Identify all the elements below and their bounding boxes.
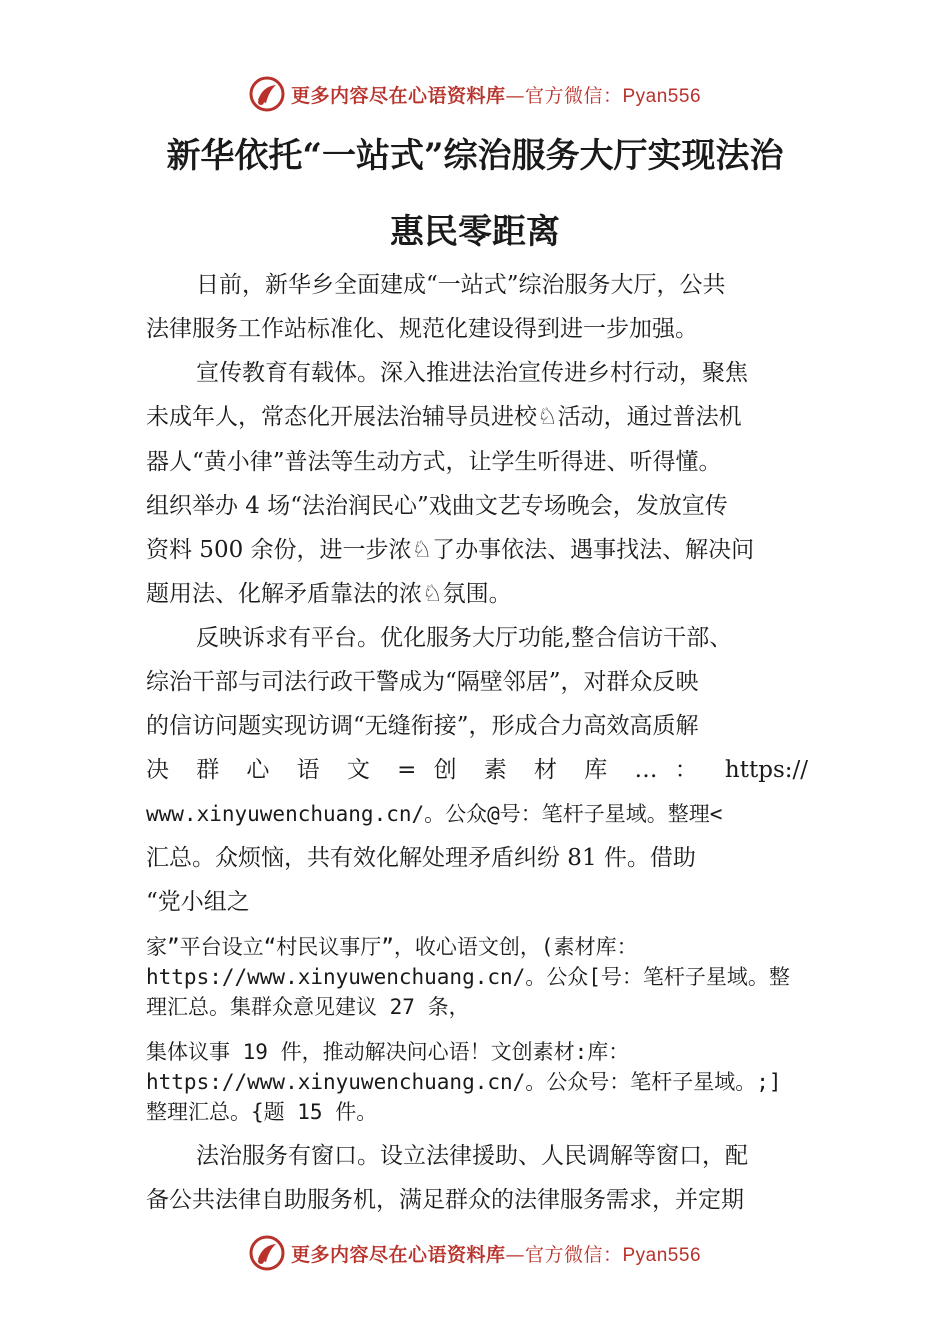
text-line: 题用法、化解矛盾靠法的浓♘氛围。 [146, 581, 512, 607]
text-line: 汇总。众烦恼，共有效化解处理矛盾纠纷 81 件。借助 [146, 845, 696, 871]
logo-icon [249, 76, 285, 112]
text-line: “党小组之 [146, 889, 250, 915]
banner-official: 官方微信： [524, 1243, 623, 1266]
banner-text [291, 81, 701, 108]
banner-brand: 更多内容尽在心语资料库 [290, 84, 506, 107]
text-line: 集体议事 19 件，推动解决问心语！文创素材:库： [146, 1040, 630, 1064]
text-line: 宣传教育有载体。深入推进法治宣传进乡村行动，聚焦 [196, 360, 748, 386]
text-line: 整理汇总。{题 15 件。 [146, 1100, 378, 1124]
banner-sep: — [505, 84, 525, 107]
banner-official: 官方微信： [524, 84, 623, 107]
text-line: 反映诉求有平台。优化服务大厅功能,整合信访干部、 [196, 625, 733, 651]
text-line: https://www.xinyuwenchuang.cn/。公众[号：笔杆子星域。整 [146, 965, 790, 989]
text-line: 法治服务有窗口。设立法律援助、人民调解等窗口，配 [196, 1143, 748, 1169]
text-line: 决 群 心 语 文 = 创 素 材 库 … ： https:// [146, 757, 808, 783]
text-line: 未成年人，常态化开展法治辅导员进校♘活动，通过普法机 [146, 404, 742, 430]
text-line: 综治干部与司法行政干警成为“隔壁邻居”，对群众反映 [146, 669, 699, 695]
text-line: 日前，新华乡全面建成“一站式”综治服务大厅，公共 [196, 272, 726, 298]
text-line: 的信访问题实现访调“无缝衔接”，形成合力高效高质解 [146, 713, 699, 739]
banner-text [291, 1240, 701, 1267]
footer-banner [0, 1233, 950, 1273]
banner-wechat: Pyan556 [622, 85, 702, 107]
text-line: 备公共法律自助服务机，满足群众的法律服务需求，并定期 [146, 1187, 744, 1213]
text-line: 资料 500 余份，进一步浓♘了办事依法、遇事找法、解决问 [146, 537, 755, 563]
header-banner [0, 74, 950, 114]
text-line: 家”平台设立“村民议事厅”，收心语文创，(素材库： [146, 935, 638, 959]
text-line: 法律服务工作站标准化、规范化建设得到进一步加强。 [146, 316, 698, 342]
title-line-1: 新华依托“一站式”综治服务大厅实现法治 [166, 136, 784, 176]
text-line: 组织举办 4 场“法治润民心”戏曲文艺专场晚会，发放宣传 [146, 493, 728, 519]
text-line: https://www.xinyuwenchuang.cn/。公众号：笔杆子星域。;] [146, 1070, 782, 1094]
banner-brand: 更多内容尽在心语资料库 [290, 1243, 506, 1266]
text-line: 器人“黄小律”普法等生动方式，让学生听得进、听得懂。 [146, 449, 722, 475]
banner-wechat: Pyan556 [622, 1244, 702, 1266]
logo-icon [249, 1235, 285, 1271]
text-line: 理汇总。集群众意见建议 27 条， [146, 995, 470, 1019]
title-line-2: 惠民零距离 [390, 212, 560, 252]
banner-sep: — [505, 1243, 525, 1266]
text-line: www.xinyuwenchuang.cn/。公众@号：笔杆子星域。整理< [146, 802, 723, 826]
